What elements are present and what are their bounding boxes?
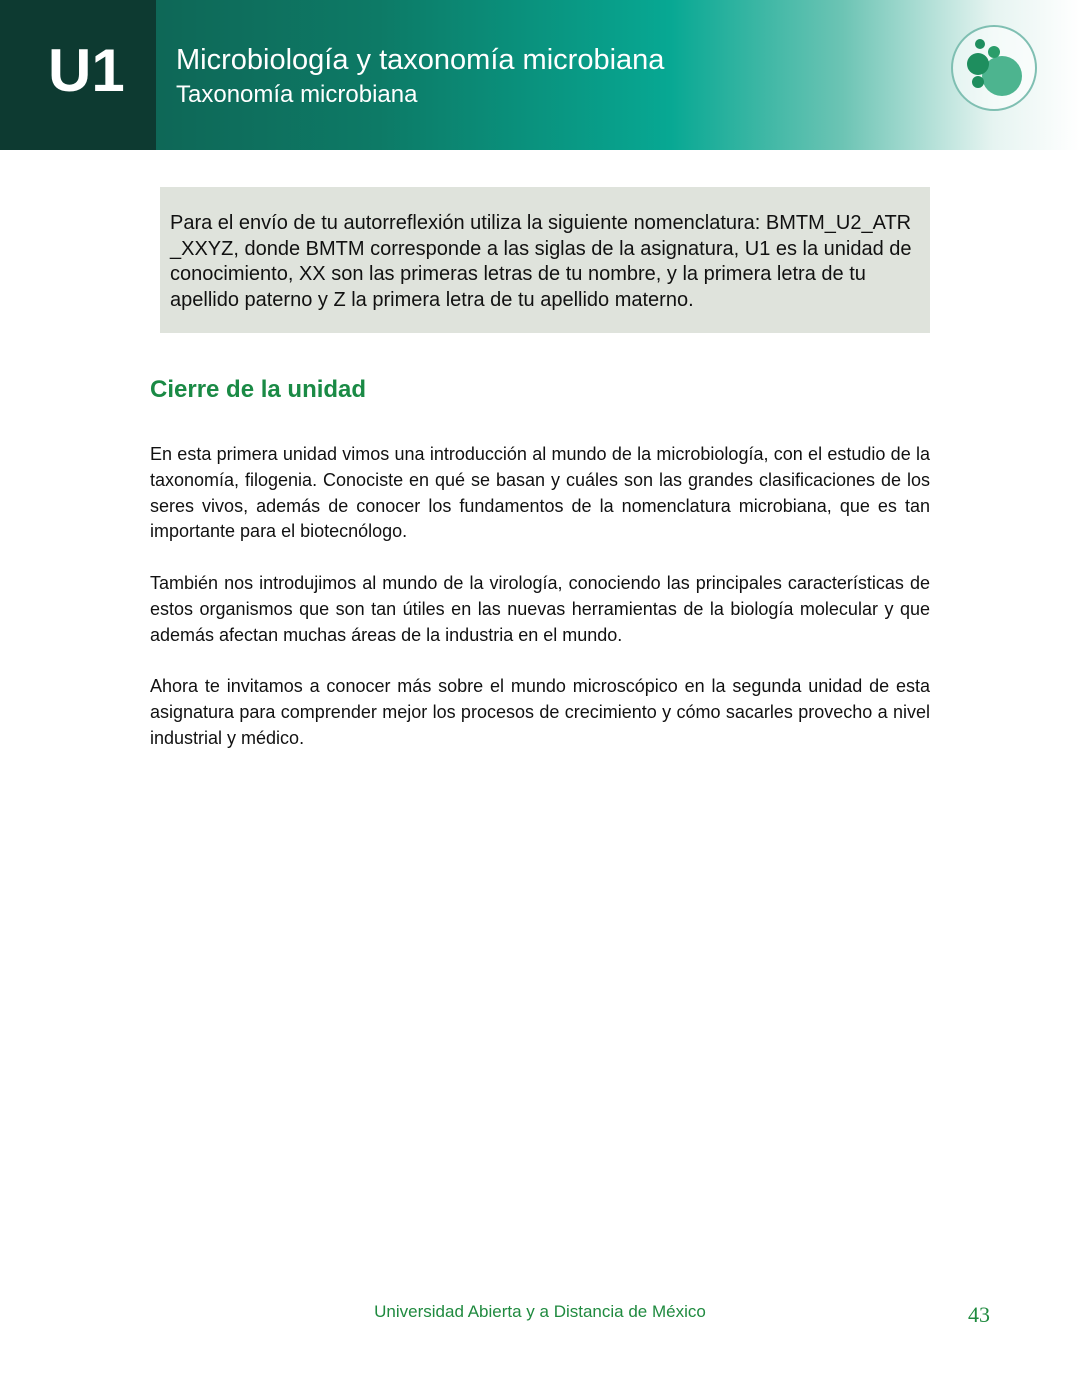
section-heading: Cierre de la unidad (150, 376, 367, 403)
course-title: Microbiología y taxonomía microbiana (176, 44, 665, 76)
footer-institution: Universidad Abierta y a Distancia de México (374, 1302, 706, 1321)
unit-label: U1 (48, 37, 125, 104)
nomenclature-note: Para el envío de tu autorreflexión utiliza la siguiente nomenclatura: BMTM_U2_ATR _XXYZ, donde BMTM corresponde a las siglas de la asignatura, U1 es la unidad de conocimiento, XX son las primeras letras de tu nombre, y la primera letra de tu apellido paterno y Z la primera letra de tu apellido materno. (160, 187, 930, 333)
page-number: 43 (968, 1302, 990, 1327)
microbe-logo-icon (950, 24, 1038, 112)
paragraph: También nos introdujimos al mundo de la virología, conociendo las principales características de estos organismos que son tan útiles en las nuevas herramientas de la biología molecular y que además afectan muchas áreas de la industria en el mundo. (150, 573, 930, 645)
paragraph: Ahora te invitamos a conocer más sobre el mundo microscópico en la segunda unidad de esta asignatura para comprender mejor los procesos de crecimiento y cómo sacarles provecho a nivel industrial y médico. (150, 676, 930, 748)
course-subtitle: Taxonomía microbiana (176, 81, 418, 108)
page-header (0, 0, 1080, 150)
unit-block (0, 0, 156, 150)
paragraph: En esta primera unidad vimos una introducción al mundo de la microbiología, con el estudio de la taxonomía, filogenia. Conociste en qué se basan y cuáles son las grandes clasificaciones de los seres vivos, además de conocer los fundamentos de la nomenclatura microbiana, que es tan importante para el biotecnólogo. (150, 444, 930, 542)
